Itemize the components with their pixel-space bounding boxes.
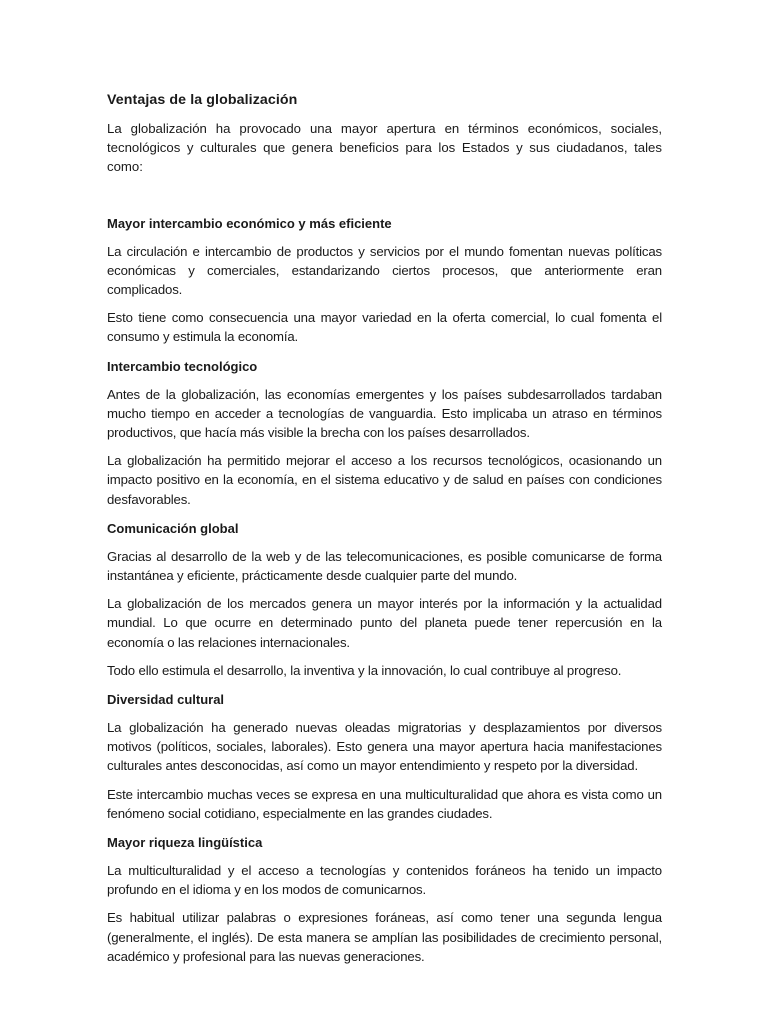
section-technological-exchange — [107, 357, 662, 509]
paragraph: Todo ello estimula el desarrollo, la inventiva y la innovación, lo cual contribuye al progreso. — [107, 662, 622, 678]
paragraph: La circulación e intercambio de productos y servicios por el mundo fomentan nuevas políticas económicas y comerciales, estandarizando ciertos procesos, que anteriormente eran complicados. — [107, 243, 662, 298]
paragraph: Antes de la globalización, las economías emergentes y los países subdesarrollados tardaban mucho tiempo en acceder a tecnologías de vanguardia. Esto implicaba un atraso en términos productivos, que hacía más visible la brecha con los países desarrollados. — [107, 386, 662, 441]
section-heading: Diversidad cultural — [107, 692, 225, 708]
paragraph: Esto tiene como consecuencia una mayor variedad en la oferta comercial, lo cual fomenta el consumo y estimula la economía. — [107, 310, 662, 345]
section-linguistic-richness — [107, 833, 662, 966]
paragraph: La multiculturalidad y el acceso a tecnologías y contenidos foráneos ha tenido un impacto profundo en el idioma y en los modos de comunicarnos. — [107, 863, 662, 898]
paragraph: La globalización ha generado nuevas oleadas migratorias y desplazamientos por diversos motivos (políticos, sociales, laborales). Esto genera una mayor apertura hacia manifestaciones culturales antes desconocidas, así como un mayor entendimiento y respeto por la diversidad. — [107, 720, 662, 774]
section-heading: Mayor intercambio económico y más eficiente — [107, 215, 392, 231]
section-economic-exchange — [107, 214, 662, 347]
section-cultural-diversity — [107, 690, 662, 823]
paragraph: La globalización ha permitido mejorar el acceso a los recursos tecnológicos, ocasionando un impacto positivo en la economía, en el sistema educativo y de salud en países con condiciones desfavorables. — [107, 453, 662, 507]
section-global-communication — [107, 519, 662, 680]
section-heading: Comunicación global — [107, 520, 239, 536]
paragraph: La globalización de los mercados genera un mayor interés por la información y la actualidad mundial. Lo que ocurre en determinado punto del planeta puede tener repercusión en la economía o las relaciones internacionales. — [107, 596, 662, 650]
document-page — [107, 90, 662, 966]
paragraph: Gracias al desarrollo de la web y de las telecomunicaciones, es posible comunicarse de forma instantánea y eficiente, prácticamente desde cualquier parte del mundo. — [107, 548, 662, 584]
paragraph: Este intercambio muchas veces se expresa en una multiculturalidad que ahora es vista como un fenómeno social cotidiano, especialmente en las grandes ciudades. — [107, 786, 662, 821]
section-heading: Intercambio tecnológico — [107, 358, 258, 374]
section-heading: Mayor riqueza lingüística — [107, 835, 263, 851]
paragraph: Es habitual utilizar palabras o expresiones foráneas, así como tener una segunda lengua (generalmente, el inglés). De esta manera se amplían las posibilidades de crecimiento personal, académico y profesional para las nuevas generaciones. — [107, 910, 662, 964]
intro-paragraph: La globalización ha provocado una mayor apertura en términos económicos, sociales, tecnológicos y culturales que genera beneficios para los Estados y sus ciudadanos, tales como: — [107, 121, 662, 175]
document-title: Ventajas de la globalización — [107, 92, 298, 108]
